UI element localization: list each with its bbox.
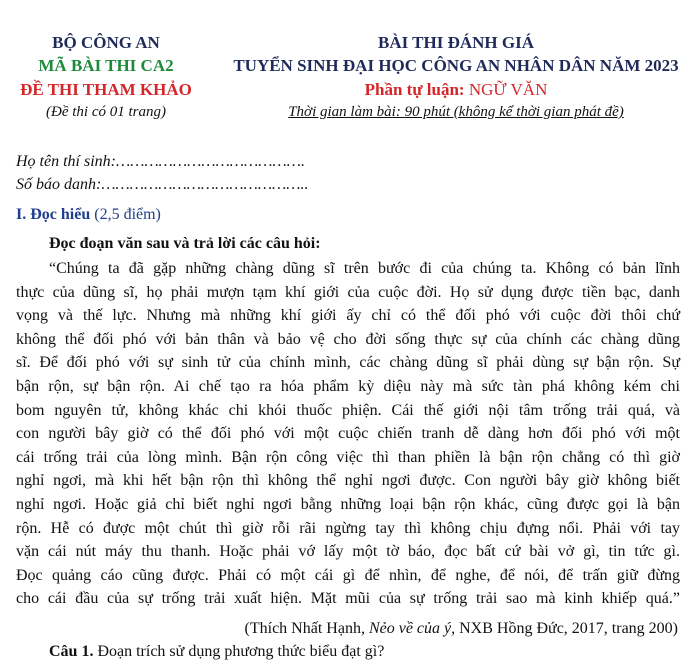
passage-line: nghỉ ngơi. Hoặc giả chỉ biết nghỉ ngơi bằng những loại bận rộn khác, cũng được gọi là bận xyxy=(16,495,680,513)
passage-line: Đọc quảng cáo cũng được. Phải có một cái gì để nhìn, để nghe, để nói, để trấn giữ đừng xyxy=(16,566,680,584)
passage-line: nghỉ ngơi, mà khi hết bận rộn thì không thể nghỉ ngơi được. Con người bây giờ không biết xyxy=(16,472,680,490)
section-title: I. Đọc hiểu xyxy=(16,206,91,223)
passage-line: thực của dũng sĩ, họ phải mượn tạm khí giới của cuộc đời. Họ sử dụng được tiền bạc, danh xyxy=(16,283,680,301)
question-1-text: Đoạn trích sử dụng phương thức biểu đạt gì? xyxy=(97,643,385,660)
passage-line: vọng và thế lực. Nhưng mà những khí giới ấy chỉ có thể đối phó với cuộc đời thôi chứ xyxy=(16,307,680,325)
passage-line: “Chúng ta đã gặp những chàng dũng sĩ trên bước đi của chúng ta. Không có bản lĩnh xyxy=(49,260,680,277)
citation-rest: NXB Hồng Đức, 2017, trang 200) xyxy=(459,620,678,637)
citation-author: (Thích Nhất Hạnh, xyxy=(244,620,365,637)
passage-line: cái trống trải của lòng mình. Bận rộn công việc thì than phiền là bận rộn chẳng có thì giờ xyxy=(16,448,680,466)
ministry-name: BỘ CÔNG AN xyxy=(52,33,160,52)
section-heading xyxy=(16,206,161,224)
passage-line: bom nguyên tử, không khác chi khói thuốc phiện. Cái thế giới nội tâm trống trải quá, và xyxy=(16,401,680,419)
candidate-name-field: Họ tên thí sinh:…………………………………. xyxy=(16,153,305,170)
time-note: Thời gian làm bài: 90 phút (không kể thời gian phát đề) xyxy=(288,104,624,120)
passage-line: cho cái đầu của sự trống trải xuất hiện. Mặt mũi của sự trống trải sao mà kinh khiếp quá.” xyxy=(16,590,680,608)
pages-note: (Đề thi có 01 trang) xyxy=(46,104,166,120)
section-points: (2,5 điểm) xyxy=(94,206,161,223)
passage-line: sĩ. Để đối phó với sự sinh tử của chính mình, các chàng dũng sĩ phải dùng sự bận rộn. Sự xyxy=(16,354,680,372)
exam-subtitle: TUYỂN SINH ĐẠI HỌC CÔNG AN NHÂN DÂN NĂM 2023 xyxy=(233,56,679,75)
part-heading xyxy=(212,80,700,100)
passage-line: không thể đối phó với bản thân và bảo vệ cho đời sống thực sự của chính các chàng dũng xyxy=(16,330,680,348)
part-label: Phần tự luận: xyxy=(364,80,465,99)
passage-line: rộn. Hễ có được một chút thì giờ rỗi rãi ngừng tay thì không chịu đựng nổi. Phải với tay xyxy=(16,519,680,537)
reference-label: ĐỀ THI THAM KHẢO xyxy=(20,80,192,99)
reading-passage xyxy=(16,257,680,611)
passage-citation xyxy=(245,620,678,638)
exam-code: MÃ BÀI THI CA2 xyxy=(38,56,174,75)
passage-line: bận rộn, sự bận rộn. Ai chế tạo ra hóa phẩm kỳ diệu này mà sức tàn phá không kém chi xyxy=(16,377,680,395)
passage-line: vặn cái nút máy thu thanh. Hoặc phải vớ lấy một tờ báo, đọc bất cứ bài vở gì, tin tức gì. xyxy=(16,543,680,561)
passage-line: con người bây giờ có thể đối phó với một cuộc chiến tranh dễ dàng hơn đối phó với một xyxy=(16,425,680,443)
question-1-label: Câu 1. xyxy=(49,643,94,660)
candidate-id-field: Số báo danh:…………………………………….. xyxy=(16,176,309,193)
question-1 xyxy=(49,643,384,661)
exam-title: BÀI THI ĐÁNH GIÁ xyxy=(377,33,535,52)
reading-instruction: Đọc đoạn văn sau và trả lời các câu hỏi: xyxy=(49,235,321,252)
citation-title: Nẻo về của ý, xyxy=(368,620,456,637)
part-subject: NGỮ VĂN xyxy=(468,80,548,99)
